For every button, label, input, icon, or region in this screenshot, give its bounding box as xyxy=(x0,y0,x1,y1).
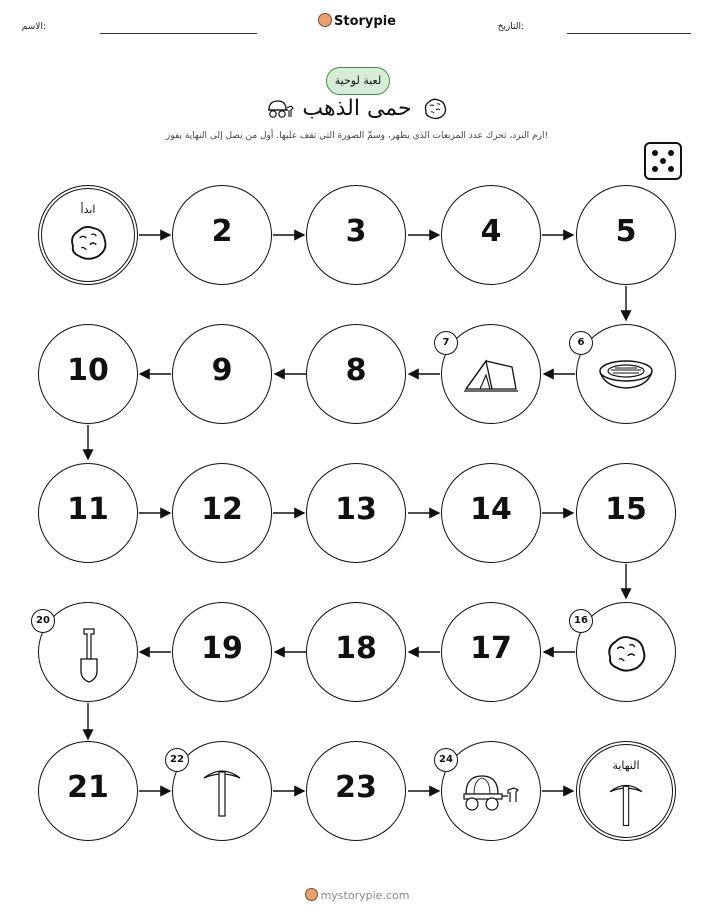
cell-badge: 20 xyxy=(31,609,55,633)
board-cell-18 xyxy=(306,602,406,702)
cell-number: 5 xyxy=(615,214,637,249)
gold-nugget-icon xyxy=(603,633,649,675)
footer-url[interactable]: mystorypie.com xyxy=(320,889,410,902)
cell-number: 3 xyxy=(345,214,367,249)
cell-number: 14 xyxy=(470,492,512,527)
bear-logo-icon xyxy=(305,888,318,901)
shovel-icon xyxy=(74,625,104,685)
start-label: ابدأ xyxy=(80,203,96,216)
cell-number: 23 xyxy=(335,770,377,805)
board-cell-5 xyxy=(576,185,676,285)
cell-number: 11 xyxy=(67,492,109,527)
board-cell-finish xyxy=(576,741,676,841)
board-cell-17 xyxy=(441,602,541,702)
board-cell-24 xyxy=(441,741,541,841)
brand-name: Storypie xyxy=(334,14,396,29)
board-cell-11 xyxy=(38,463,138,563)
board-cell-8 xyxy=(306,324,406,424)
board-cell-16 xyxy=(576,602,676,702)
cell-number: 15 xyxy=(605,492,647,527)
cell-badge: 7 xyxy=(434,331,458,355)
cell-number: 10 xyxy=(67,353,109,388)
board-cell-14 xyxy=(441,463,541,563)
cell-number: 19 xyxy=(201,631,243,666)
cell-badge: 24 xyxy=(434,748,458,772)
covered-wagon-icon xyxy=(462,772,524,812)
board-cell-start xyxy=(38,185,138,285)
board-cell-20 xyxy=(38,602,138,702)
cell-number: 9 xyxy=(211,353,233,388)
footer-brand xyxy=(0,888,714,902)
date-label: التاريخ: xyxy=(497,22,524,32)
board-cell-10 xyxy=(38,324,138,424)
cell-badge: 16 xyxy=(569,609,593,633)
pickaxe-icon xyxy=(608,781,644,829)
board-cell-13 xyxy=(306,463,406,563)
board-cell-19 xyxy=(172,602,272,702)
pickaxe-icon xyxy=(202,766,242,820)
board-cell-3 xyxy=(306,185,406,285)
cell-number: 4 xyxy=(480,214,502,249)
board-cell-21 xyxy=(38,741,138,841)
instructions: ارم النرد، تحرك عدد المربعات الذي يظهر، وسمِّ الصورة التي تقف عليها. أول من يصل إلى النهاية يفوز! xyxy=(165,131,549,141)
cell-badge: 6 xyxy=(569,331,593,355)
name-label: الاسم: xyxy=(21,22,46,32)
title-text: حمى الذهب xyxy=(302,96,412,121)
game-type-badge: لعبة لوحية xyxy=(326,67,390,95)
cell-number: 17 xyxy=(470,631,512,666)
cell-number: 18 xyxy=(335,631,377,666)
cell-number: 13 xyxy=(335,492,377,527)
board-cell-22 xyxy=(172,741,272,841)
gold-pan-icon xyxy=(597,357,655,393)
cell-number: 12 xyxy=(201,492,243,527)
board-cell-15 xyxy=(576,463,676,563)
gold-nugget-icon xyxy=(66,223,110,263)
board-cell-12 xyxy=(172,463,272,563)
finish-label: النهاية xyxy=(612,759,640,772)
board-cell-4 xyxy=(441,185,541,285)
cell-badge: 22 xyxy=(165,748,189,772)
cell-number: 21 xyxy=(67,770,109,805)
board-cell-9 xyxy=(172,324,272,424)
tent-icon xyxy=(462,355,520,395)
cell-number: 2 xyxy=(211,214,233,249)
board-cell-23 xyxy=(306,741,406,841)
board-cell-2 xyxy=(172,185,272,285)
cell-number: 8 xyxy=(345,353,367,388)
board-cell-6 xyxy=(576,324,676,424)
board-cell-7 xyxy=(441,324,541,424)
